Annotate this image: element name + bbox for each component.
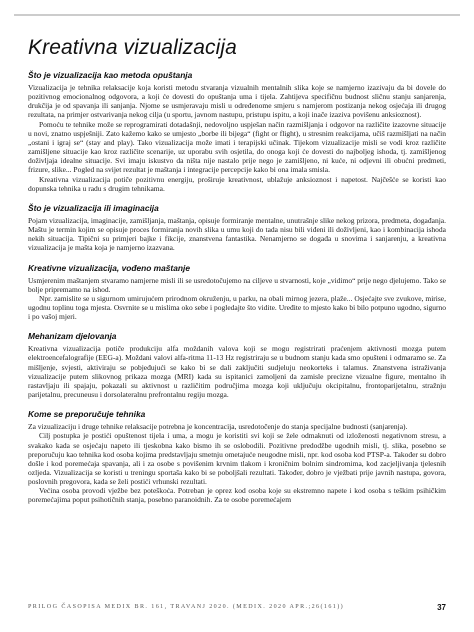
paragraph: Vizualizacija je tehnika relaksacije koja koristi metodu stvaranja vizualnih mentalnih slika koje se namjerno izazivaju da bi dovele do pozitivnog emocionalnog odgovora, a koji će dovesti do opuštanja uma i tijela. Zahtijeva specifičnu budnost sličnu stanju sanjarenja, drukčija je od spavanja ili sanjanja. Njome se usmjeravaju misli u određenome smjeru s namjerom postizanja nekog osjećaja ili drugog rezultata, na primjer ostvarivanja nekog cilja (u sportu, javnom nastupu, pristupu ispitu, a koji inače izaziva povišenu anksioznost). (28, 83, 446, 120)
section-heading: Kreativne vizualizacija, vođeno maštanje (28, 262, 190, 273)
paragraph: Za vizualizaciju i druge tehnike relaksacije potrebna je koncentracija, usredotočenje do stanja specijalne budnosti (sanjarenja). (28, 422, 408, 432)
section-heading: Što je vizualizacija kao metoda opuštanja (28, 70, 193, 80)
paragraph: Pojam vizualizacija, imaginacije, zamišljanja, maštanja, opisuje formiranje mentalne, unutrašnje slike nekog prizora, predmeta, događanja. Maštu je termin kojim se opisuje proces formiranja novih slika u umu koji do tada nisu bili viđeni ili doživljeni, kao i kombinacija ishoda nekih situacija. Tipični su primjeri bajke i fikcije, znanstvena fantastika. Nenamjerno se događa u snovima i sanjarenju, a kreativna vizualizacija je mašta koja je namjerno izazvana. (28, 215, 446, 253)
section-guided-imagery (28, 263, 446, 322)
paragraph: Većina osoba provodi vježbe bez poteškoća. Potreban je oprez kod osoba koje su ekstremno napete i kod osoba s teškim psihičkim poremećajima poput psihotičnih stanja, posebno paranoidnih. Za te osobe poremećajem (28, 486, 446, 505)
paragraph: Cilj postupka je postići opuštenost tijela i uma, a mogu je koristiti svi koji se žele odmaknuti od izloženosti negativnom stresu, a svakako kada se osjećaju napeto ili tjeskobna kako bismo ih se oslobodili. Pozitivne predodžbe ugodnih misli, tj. slika, posebno se preporučuju kao tehnika kod osoba kojima predstavljaju smetnju ometajuće neugodne misli, npr. kod osoba kod PTSP-a. Također su dobro došle i kod poremećaja spavanja, ali i za osobe s povišenim krvnim tlakom i kroničnim bolnim sindromima, kod zacjeljivanja tjelesnih ozljeda. Vizualizacija se koristi u treningu sportaša kako bi se poboljšali rezultati. Također, dobro je vježbati prije javnih nastupa, govora, poslovnih pregovora, kada se želi postići vrhunski rezultati. (28, 431, 446, 487)
page-footer (28, 604, 446, 616)
section-heading: Kome se preporučuje tehnika (28, 409, 146, 420)
footer-citation: PRILOG ČASOPISA MEDIX BR. 161, TRAVANJ 2020. (MEDIX. 2020 APR.;26(161)) (28, 604, 345, 610)
paragraph: Kreativna vizualizacija potiče pozitivnu energiju, proširuje kreativnost, ublažuje anksioznost i napetost. Najčešće se koristi kao dopunska tehnika u radu s drugim tehnikama. (28, 174, 446, 193)
paragraph: Kreativna vizualizacija potiče produkciju alfa moždanih valova koji se mogu registrirati praćenjem aktivnosti mozga putem elektroencefalografije (EEG-a). Moždani valovi alfa-ritma 11-13 Hz registriraju se u budnom stanju kada smo opušteni i odmaramo se. Za mišljenje, svjesti, aktiviraju se pobjeđujući se kako bi se dali zaključiti sudjeluju neokorteks i talamus. Znanstvena istraživanja vizualizacije putem slikovnog prikaza mozga (MRI) kada su ispitanici zamoljeni da zamisle precizne vizualne figure, mentalno ih rastavljaju ili spajaju, pokazali su aktivnost u različitim područjima mozga koji uključuju okcipitalnu, frontoparijetalnu, stražnju parijetalnu, precuneusu i dorsolateralnu prefrontalnu regiju mozga. (28, 344, 446, 400)
section-mechanism (28, 331, 446, 399)
paragraph: Npr. zamislite se u sigurnom umirujućem prirodnom okruženju, u parku, na obali mirnog jezera, plaže... Osjećajte sve zvukove, mirise, ugodnu toplinu toga mjesta. Osvrnite se u mislima oko sebe i pogledajte što vidite. Uređite to mjesto kako bi bilo potpuno ugodno, sigurno i po vašoj mjeri. (28, 293, 446, 322)
article-body (28, 70, 446, 515)
section-recommended-for (28, 409, 446, 504)
section-heading: Mehanizam djelovanja (28, 331, 117, 342)
section-heading: Što je vizualizacija ili imaginacija (28, 202, 159, 213)
paragraph: Pomoću te tehnike može se reprogramirati dotadašnji, nedovoljno uspješan način razmišljanja i odgovor na različite izazovne situacije u novi, znatno uspješniji. Zato kažemo kako se umjesto „borbe ili bijega“ (fight or flight), u stresnim reakcijama, učiš razmišljati na način „ostani i igraj se“ (stay and play). Tako vizualizacija može imati i terapijski učinak. Tijekom vizualizacije misli se vodi kroz različite zamišljene situacije kao kroz različite scenarije, uz uporabu svih osjetila, do onoga koji će dovesti do najboljeg ishoda, tj. zamišljenog doživljaja idealne situacije. Svi imaju iskustvo da ništa nije nastalo prije nego je zamišljeno, ni kuće, ni odjevni ili obućni predmeti, frizure, slike... Pogled na svijet rezultat je maštanja i integracije percepcije kako bi ona imala smisla. (28, 119, 446, 175)
top-rule (14, 14, 460, 16)
page-number: 37 (437, 603, 446, 612)
section-imagination (28, 203, 446, 253)
paragraph: Usmjerenim maštanjem stvaramo namjerne misli ili se usredotočujemo na ciljeve u stvarnosti, koje „vidimo“ prije nego djelujemo. Tako se bolje pripremamo na ishod. (28, 275, 446, 294)
section-relaxation-method (28, 70, 446, 193)
page-title: Kreativna vizualizacija (28, 36, 237, 59)
